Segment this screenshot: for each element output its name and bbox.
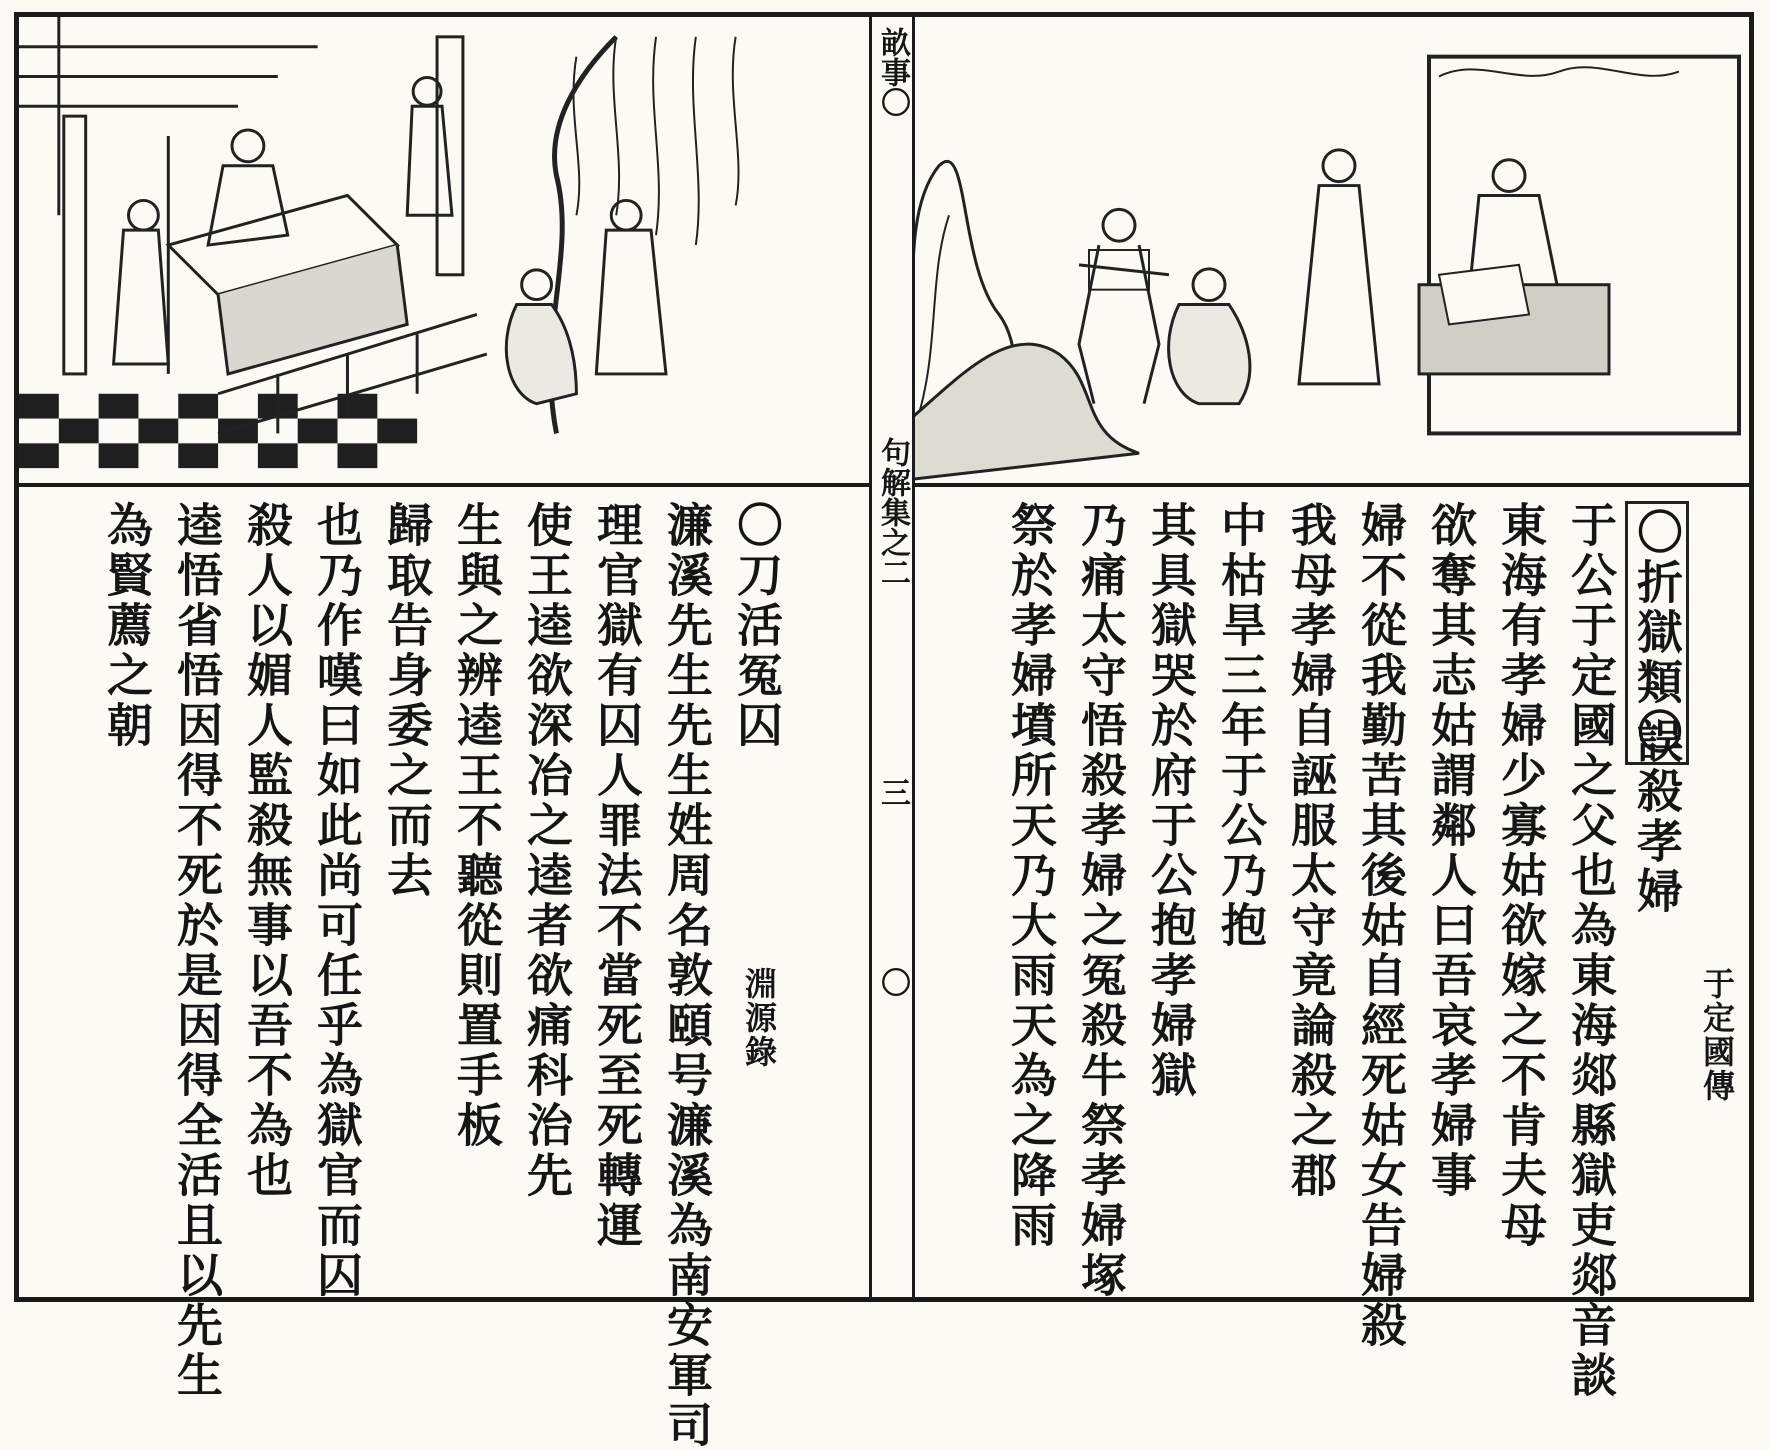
spine-page-number: 三 (875, 777, 910, 807)
book-spread (14, 12, 1754, 1451)
spine-text-label: 句解集之二 (875, 437, 910, 587)
left-text-area (19, 487, 875, 1451)
text-column-7: 其具獄哭於府于公抱孝婦獄 (1144, 501, 1198, 1101)
text-column-3: 欲奪其志姑謂鄰人曰吾哀孝婦事 (1424, 501, 1478, 1201)
text-column-5: 我母孝婦自誣服太守竟論殺之郡 (1284, 501, 1338, 1201)
text-column-4: 婦不從我勤苦其後姑自經死姑女告婦殺 (1354, 501, 1408, 1351)
text-column-9: 祭於孝婦墳所天乃大雨天為之降雨 (1004, 501, 1058, 1251)
center-spine (869, 17, 915, 1297)
text-column-4: 生與之辨逵王不聽從則置手板 (450, 501, 504, 1151)
header-author: 于定國傳 (1698, 967, 1736, 1103)
right-illustration (879, 17, 1749, 487)
text-column-5: 歸取告身委之而去 (380, 501, 434, 901)
text-column-2: 東海有孝婦少寡姑欲嫁之不肯夫母 (1494, 501, 1548, 1251)
text-column-9: 為賢薦之朝 (100, 501, 154, 751)
text-column-6: 也乃作嘆曰如此尚可任乎為獄官而囚 (310, 501, 364, 1301)
text-column-8: 乃痛太守悟殺孝婦之冤殺牛祭孝婦塚 (1074, 501, 1128, 1301)
left-illustration (19, 17, 875, 487)
text-column-2: 理官獄有囚人罪法不當死至死轉運 (590, 501, 644, 1251)
category-title-box: 〇折獄類〇 (1625, 501, 1689, 765)
text-column-1: 于公于定國之父也為東海郯縣獄吏郯音談 (1564, 501, 1618, 1401)
story-title: 〇刀活冤囚 (730, 501, 784, 751)
text-column-7: 殺人以媚人監殺無事以吾不為也 (240, 501, 294, 1201)
source-title: 淵源錄 (740, 967, 778, 1069)
text-column-1: 濂溪先生先生姓周名敦頤号濂溪為南安軍司 (660, 501, 714, 1451)
left-page (19, 17, 879, 1451)
text-column-3: 使王逵欲深冶之逵者欲痛科治先 (520, 501, 574, 1201)
story-title: 誤殺孝婦 (1630, 717, 1684, 917)
right-page (879, 17, 1749, 1401)
spine-circle: 〇 (875, 967, 910, 997)
spine-top-label: 畝事〇 (875, 27, 910, 117)
text-column-8: 逵悟省悟因得不死於是因得全活且以先生 (170, 501, 224, 1401)
text-column-6: 中枯旱三年于公乃抱 (1214, 501, 1268, 951)
right-text-area (879, 487, 1749, 1401)
